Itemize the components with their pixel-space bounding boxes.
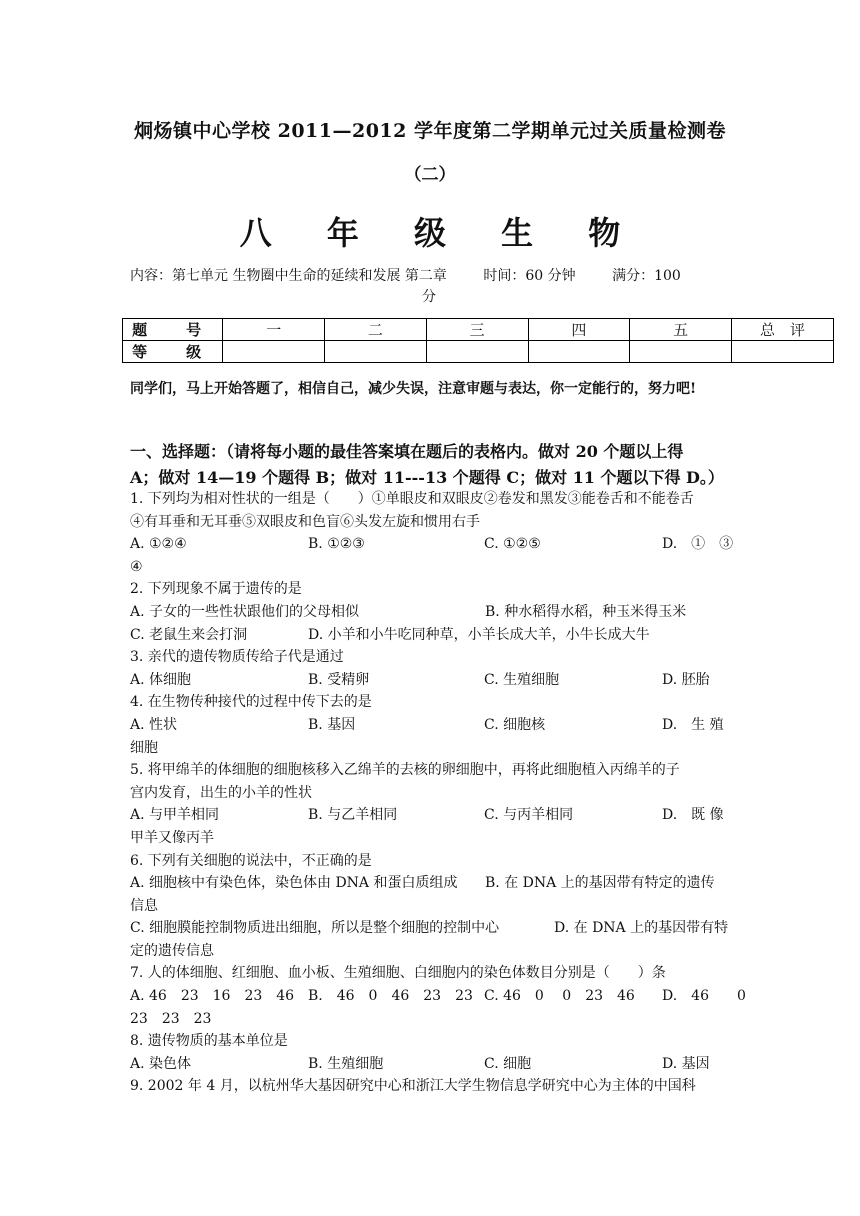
score-header-cell: 题 号 (123, 319, 223, 341)
option-d-wrap: 23 23 23 (130, 1010, 212, 1027)
option-a: A. 性状 (130, 716, 178, 733)
option-d-wrap: 定的遗传信息 (130, 942, 214, 959)
option-c: C. ①②⑤ (484, 536, 541, 553)
score-grade-cell[interactable] (630, 341, 732, 363)
meta-score: 满分：100 (612, 268, 681, 284)
section-heading (130, 438, 734, 492)
score-header-cell: 四 (528, 319, 630, 341)
option-b: B. 基因 (308, 716, 356, 733)
question-text: 6. 下列有关细胞的说法中，不正确的是 (130, 852, 372, 869)
question-text: 3. 亲代的遗传物质传给子代是通过 (130, 649, 344, 666)
option-c: C. 老鼠生来会打洞 (130, 626, 248, 643)
score-table-header-row (123, 319, 834, 341)
option-d-wrap: 细胞 (130, 739, 158, 756)
questions-body (130, 488, 746, 1098)
question-text: 2. 下列现象不属于遗传的是 (130, 581, 302, 598)
question-text: 8. 遗传物质的基本单位是 (130, 1033, 288, 1050)
question-text: 9. 2002 年 4 月，以杭州华大基因研究中心和浙江大学生物信息学研究中心为主体的中国科 (130, 1078, 696, 1095)
option-c: C. 细胞 (484, 1055, 532, 1072)
option-d: D. 基因 (662, 1055, 710, 1072)
score-table-grade-row (123, 341, 834, 363)
option-c: C. 细胞核 (484, 716, 546, 733)
option-c: C. 与丙羊相同 (484, 807, 574, 824)
question-options (130, 669, 734, 692)
grade-char: 生 (501, 214, 534, 252)
grade-char: 年 (326, 214, 359, 252)
score-grade-cell[interactable] (325, 341, 427, 363)
option-d: D. 在 DNA 上的基因带有特 (554, 920, 729, 937)
option-d-wrap: ④ (130, 558, 143, 575)
option-d: D. 46 0 (662, 988, 746, 1005)
exam-subtitle: （二） (404, 165, 456, 185)
option-b: B. 受精卵 (308, 671, 370, 688)
option-a: A. 46 23 16 23 46 (130, 988, 295, 1005)
exam-meta (130, 266, 740, 308)
question-text: 5. 将甲绵羊的体细胞的细胞核移入乙绵羊的去核的卵细胞中，再将此细胞植入丙绵羊的子 (130, 762, 680, 779)
option-a: A. 细胞核中有染色体，染色体由 DNA 和蛋白质组成 (130, 875, 458, 892)
option-d: D. ① ③ (662, 536, 734, 553)
question-text: 宫内发育，出生的小羊的性状 (130, 784, 312, 801)
score-grade-cell[interactable] (732, 341, 834, 363)
grade-subject-heading (0, 208, 860, 254)
option-d: D. 胚胎 (662, 671, 710, 688)
exam-title: 炯炀镇中心学校 2011—2012 学年度第二学期单元过关质量检测卷 (134, 120, 726, 142)
option-b: B. 种水稻得水稻，种玉米得玉米 (485, 603, 687, 620)
question-options (130, 533, 734, 556)
score-grade-label: 等 级 (123, 341, 223, 363)
meta-content: 内容：第七单元 生物圈中生命的延续和发展 第二章 (130, 268, 447, 284)
section-heading-line: 一、选择题：（请将每小题的最佳答案填在题后的表格内。做对 20 个题以上得 (130, 442, 684, 461)
meta-time: 时间：60 分钟 (483, 268, 576, 284)
grade-char: 八 (239, 214, 272, 252)
option-a: A. 染色体 (130, 1055, 192, 1072)
option-a: A. 与甲羊相同 (130, 807, 220, 824)
option-a: A. 体细胞 (130, 671, 192, 688)
option-a: A. ①②④ (130, 536, 187, 553)
option-b: B. 在 DNA 上的基因带有特定的遗传 (485, 875, 715, 892)
score-header-cell: 三 (426, 319, 528, 341)
question-text: ④有耳垂和无耳垂⑤双眼皮和色盲⑥头发左旋和惯用右手 (130, 513, 480, 530)
section-heading-line: A；做对 14—19 个题得 B；做对 11---13 个题得 C；做对 11 个题以下得 D。） (130, 468, 724, 487)
question-options (130, 804, 734, 827)
score-table (122, 318, 834, 363)
grade-char: 物 (588, 214, 621, 252)
question-options (130, 985, 746, 1008)
score-header-cell: 总 评 (732, 319, 834, 341)
score-grade-cell[interactable] (426, 341, 528, 363)
question-options (130, 624, 734, 647)
option-a: A. 子女的一些性状跟他们的父母相似 (130, 603, 360, 620)
score-grade-cell[interactable] (528, 341, 630, 363)
score-header-cell: 二 (325, 319, 427, 341)
question-text: 1. 下列均为相对性状的一组是（ ）①单眼皮和双眼皮②卷发和黑发③能卷舌和不能卷舌 (130, 491, 694, 507)
question-options (130, 714, 734, 737)
question-options (130, 917, 734, 940)
score-grade-cell[interactable] (223, 341, 325, 363)
option-d-wrap: 甲羊又像丙羊 (130, 829, 214, 846)
option-d: D. 既 像 (662, 807, 724, 824)
question-options (130, 1053, 734, 1076)
option-d: D. 生 殖 (662, 716, 724, 733)
question-options (130, 601, 734, 624)
option-b: B. 与乙羊相同 (308, 807, 398, 824)
option-c: C. 46 0 0 23 46 (484, 988, 635, 1005)
encouragement-text: 同学们，马上开始答题了，相信自己，减少失误，注意审题与表达，你一定能行的，努力吧! (130, 381, 697, 397)
question-text: 4. 在生物传种接代的过程中传下去的是 (130, 694, 372, 711)
option-b-wrap: 信息 (130, 897, 158, 914)
option-b: B. ①②③ (308, 536, 365, 553)
question-text: 7. 人的体细胞、红细胞、血小板、生殖细胞、白细胞内的染色体数目分别是（ ）条 (130, 965, 666, 982)
option-c: C. 细胞膜能控制物质进出细胞，所以是整个细胞的控制中心 (130, 920, 500, 937)
option-b: B. 生殖细胞 (308, 1055, 384, 1072)
question-options (130, 872, 734, 895)
option-c: C. 生殖细胞 (484, 671, 560, 688)
meta-score-unit: 分 (422, 289, 436, 305)
option-b: B. 46 0 46 23 23 (308, 988, 473, 1005)
score-header-cell: 一 (223, 319, 325, 341)
option-d: D. 小羊和小牛吃同种草，小羊长成大羊，小牛长成大牛 (308, 626, 650, 643)
grade-char: 级 (413, 214, 446, 252)
score-header-cell: 五 (630, 319, 732, 341)
